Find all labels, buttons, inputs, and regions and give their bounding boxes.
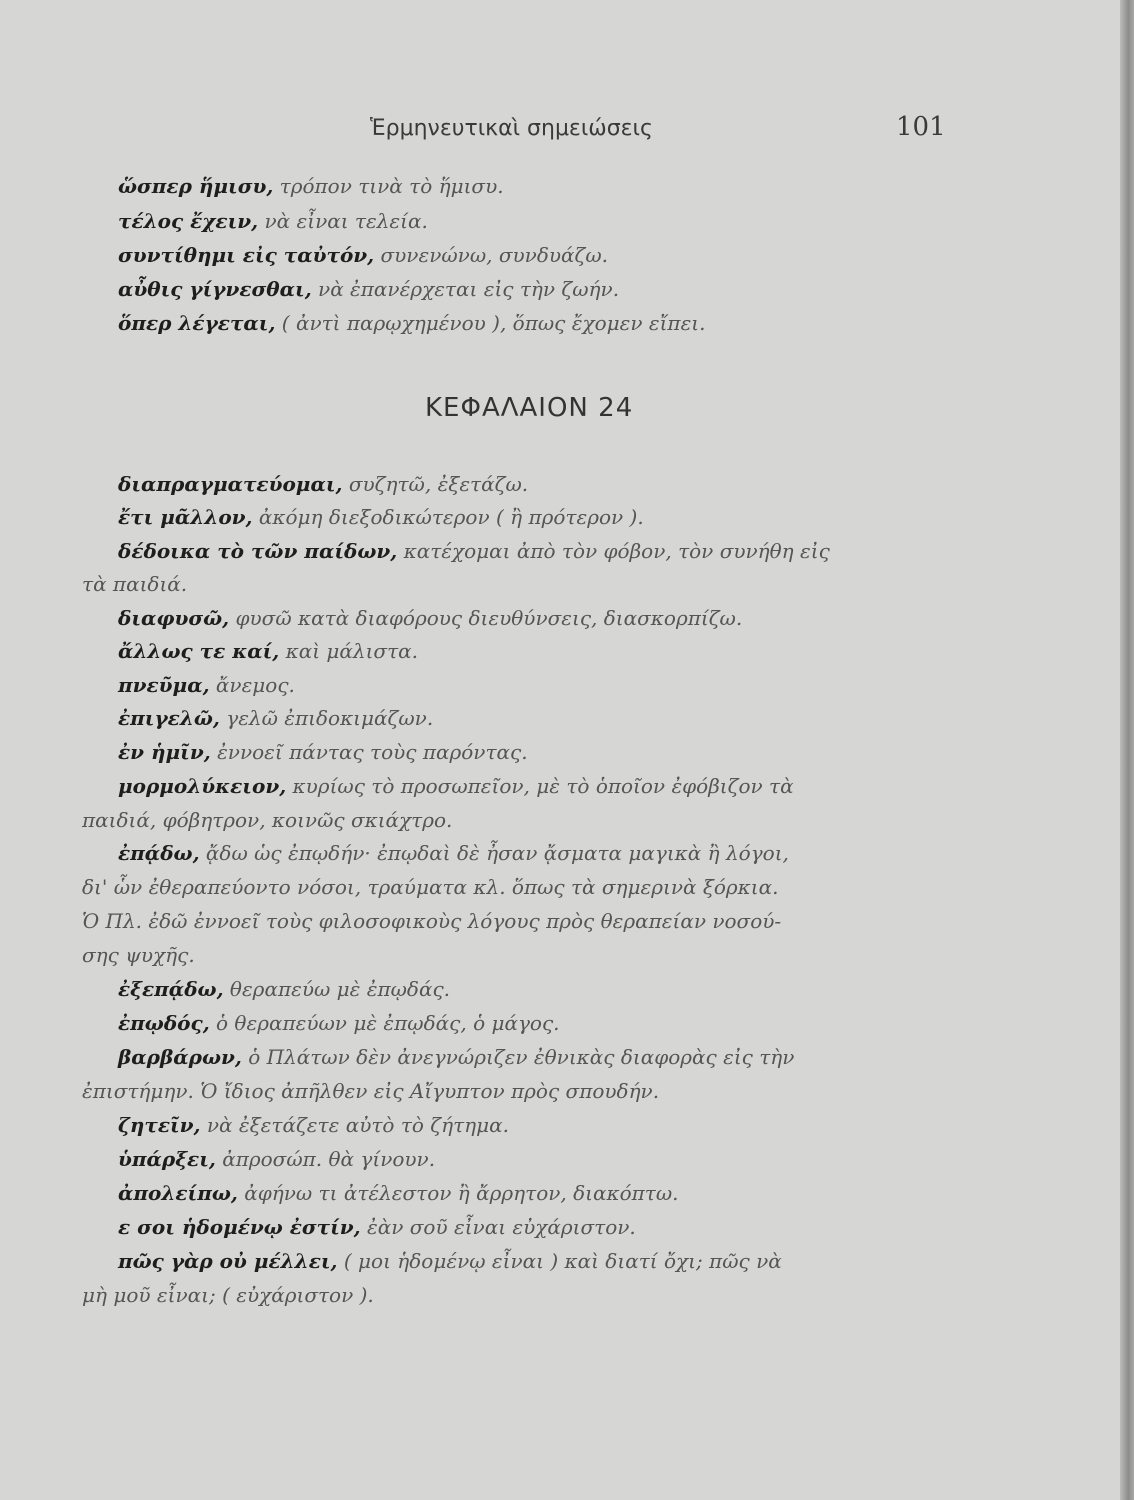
entry-definition: ἀπροσώπ. θὰ γίνουν. (222, 1147, 436, 1171)
entry-term: αὖθις γίγνεσθαι, (118, 277, 312, 301)
entry-line (82, 1081, 659, 1101)
chapter-heading: ΚΕΦΑΛΑΙΟΝ 24 (425, 393, 634, 423)
entry-line (82, 574, 187, 594)
entry-term: ἄλλως τε καί, (118, 639, 280, 663)
entry-line (118, 1217, 636, 1237)
page-number: 101 (896, 112, 946, 142)
entry-term: ὑπάρξει, (118, 1147, 216, 1171)
entry-line (118, 608, 742, 628)
entry-line (118, 675, 295, 695)
entry-definition: ( μοι ἡδομένῳ εἶναι ) καὶ διατί ὄχι; πῶς νὰ (343, 1249, 782, 1273)
entry-definition: θεραπεύω μὲ ἐπῳδάς. (229, 977, 451, 1001)
entry-term: ζητεῖν, (118, 1113, 201, 1137)
entry-definition: ἀφήνω τι ἀτέλεστον ἢ ἄρρητον, διακόπτω. (244, 1181, 679, 1205)
entry-definition: ᾄδω ὡς ἐπῳδήν· ἐπῳδαὶ δὲ ἦσαν ᾄσματα μαγικὰ ἢ λόγοι, (205, 841, 789, 865)
entry-line (118, 176, 504, 196)
entry-definition: ἐννοεῖ πάντας τοὺς παρόντας. (217, 740, 528, 764)
entry-line (118, 1115, 509, 1135)
entry-definition: μὴ μοῦ εἶναι; ( εὐχάριστον ). (82, 1283, 374, 1307)
page-edge (1120, 0, 1134, 1500)
entry-definition: κατέχομαι ἀπὸ τὸν φόβον, τὸν συνήθη εἰς (403, 539, 830, 563)
entry-line (118, 507, 644, 527)
entry-term: μορμολύκειον, (118, 774, 287, 798)
entry-line (82, 810, 452, 830)
entry-term: πῶς γὰρ οὐ μέλλει, (118, 1249, 338, 1273)
entry-definition: ὁ θεραπεύων μὲ ἐπῳδάς, ὁ μάγος. (216, 1011, 560, 1035)
entry-term: τέλος ἔχειν, (118, 209, 259, 233)
entry-term: ὥσπερ ἥμισυ, (118, 174, 274, 198)
entry-definition: ἄνεμος. (215, 673, 295, 697)
entry-line (118, 843, 789, 863)
entry-line (82, 945, 195, 965)
entry-line (118, 641, 418, 661)
entry-line (118, 313, 706, 333)
entry-definition: ἐὰν σοῦ εἶναι εὐχάριστον. (367, 1215, 636, 1239)
entry-definition: Ὁ Πλ. ἐδῶ ἐννοεῖ τοὺς φιλοσοφικοὺς λόγους πρὸς θεραπείαν νοσού- (82, 909, 782, 933)
entry-term: πνεῦμα, (118, 673, 210, 697)
entry-line (118, 474, 528, 494)
entry-line (118, 211, 428, 231)
entry-definition: ( ἀντὶ παρῳχημένου ), ὅπως ἔχομεν εἴπει. (281, 311, 706, 335)
entry-term: συντίθημι εἰς ταὐτόν, (118, 243, 375, 267)
entry-line (118, 541, 830, 561)
entry-definition: ὁ Πλάτων δὲν ἀνεγνώριζεν ἐθνικὰς διαφορὰς εἰς τὴν (248, 1045, 795, 1069)
entry-line (82, 877, 779, 897)
entry-definition: κυρίως τὸ προσωπεῖον, μὲ τὸ ὁποῖον ἐφόβιζον τὰ (292, 774, 794, 798)
entry-line (118, 1149, 435, 1169)
entry-term: διαπραγματεύομαι, (118, 472, 343, 496)
entry-definition: καὶ μάλιστα. (285, 639, 419, 663)
entry-definition: συνενώνω, συνδυάζω. (380, 243, 609, 267)
entry-definition: παιδιά, φόβητρον, κοινῶς σκιάχτρο. (82, 808, 453, 832)
entry-term: διαφυσῶ, (118, 606, 230, 630)
entry-term: ἀπολείπω, (118, 1181, 238, 1205)
entry-term: ε σοι ἡδομένῳ ἐστίν, (118, 1215, 361, 1239)
entry-line (118, 979, 450, 999)
entry-term: ἐν ἡμῖν, (118, 740, 211, 764)
entry-definition: τρόπον τινὰ τὸ ἥμισυ. (279, 174, 504, 198)
entry-line (118, 1013, 560, 1033)
entry-term: δέδοικα τὸ τῶν παίδων, (118, 539, 398, 563)
entry-definition: ἀκόμη διεξοδικώτερον ( ἢ πρότερον ). (258, 505, 644, 529)
entry-line (82, 911, 781, 931)
entry-definition: δι' ὧν ἐθεραπεύοντο νόσοι, τραύματα κλ. ὅπως τὰ σημερινὰ ξόρκια. (82, 875, 779, 899)
entry-line (82, 1285, 374, 1305)
entry-line (118, 1047, 794, 1067)
entry-term: ἐπᾴδω, (118, 841, 200, 865)
entry-line (118, 708, 433, 728)
entry-definition: ἐπιστήμην. Ὁ ἴδιος ἀπῆλθεν εἰς Αἴγυπτον πρὸς σπουδήν. (82, 1079, 660, 1103)
entry-definition: συζητῶ, ἐξετάζω. (348, 472, 529, 496)
entry-line (118, 279, 619, 299)
entry-line (118, 1251, 782, 1271)
entry-definition: νὰ ἐπανέρχεται εἰς τὴν ζωήν. (318, 277, 620, 301)
entry-definition: νὰ ἐξετάζετε αὐτὸ τὸ ζήτημα. (206, 1113, 510, 1137)
entry-definition: σης ψυχῆς. (82, 943, 195, 967)
entry-line (118, 776, 794, 796)
entry-definition: φυσῶ κατὰ διαφόρους διευθύνσεις, διασκορπίζω. (235, 606, 743, 630)
entry-line (118, 1183, 679, 1203)
running-header-title: Ἑρμηνευτικαὶ σημειώσεις (370, 116, 653, 141)
entry-term: ὅπερ λέγεται, (118, 311, 276, 335)
entry-term: ἐξεπᾴδω, (118, 977, 224, 1001)
entry-term: βαρβάρων, (118, 1045, 242, 1069)
entry-term: ἔτι μᾶλλον, (118, 505, 253, 529)
entry-definition: τὰ παιδιά. (82, 572, 188, 596)
entry-definition: γελῶ ἐπιδοκιμάζων. (226, 706, 434, 730)
entry-definition: νὰ εἶναι τελεία. (264, 209, 428, 233)
entry-line (118, 245, 608, 265)
entry-term: ἐπῳδός, (118, 1011, 210, 1035)
entry-line (118, 742, 528, 762)
entry-term: ἐπιγελῶ, (118, 706, 220, 730)
